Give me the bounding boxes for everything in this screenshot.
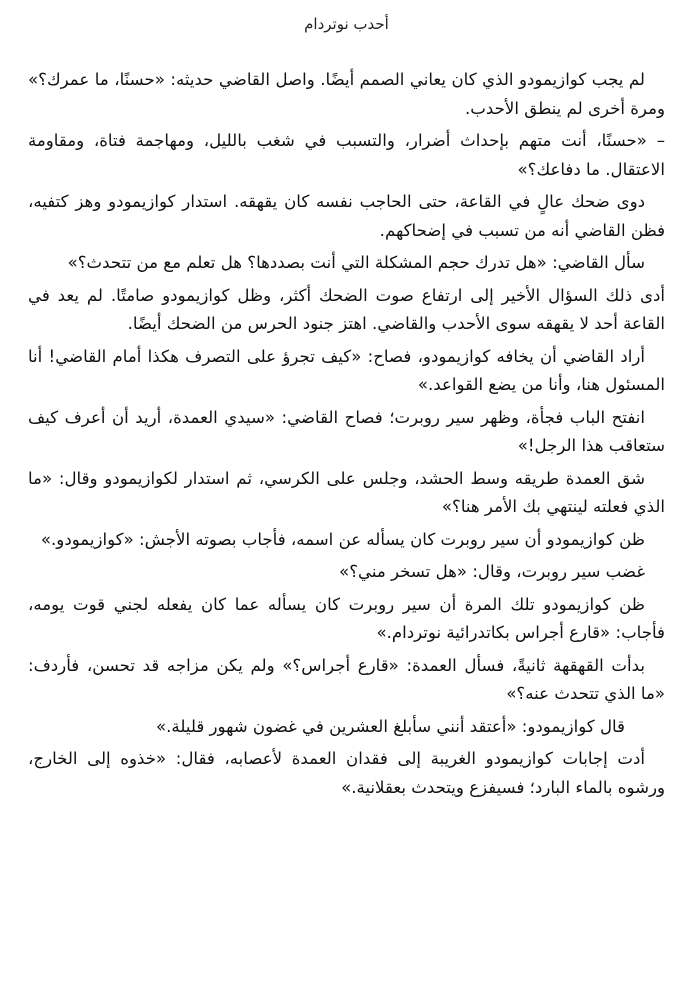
paragraph: غضب سير روبرت، وقال: «هل تسخر مني؟»: [339, 562, 645, 581]
paragraph: شق العمدة طريقه وسط الحشد، وجلس على الكرسي، ثم استدار لكوازيمودو وقال: «ما الذي فعلته لينتهي بك الأمر هنا؟»: [28, 468, 665, 516]
paragraph: ظن كوازيمودو أن سير روبرت كان يسأله عن اسمه، فأجاب بصوته الأجش: «كوازيمودو.»: [40, 529, 645, 549]
running-header-title: أحدب نوتردام: [304, 15, 389, 33]
paragraph: دوى ضحك عالٍ في القاعة، حتى الحاجب نفسه كان يقهقه. استدار كوازيمودو وهز كتفيه، فظن القاضي أنه من تسبب في إضحاكهم.: [28, 192, 665, 240]
paragraph: قال كوازيمودو: «أعتقد أنني سأبلغ العشرين في غضون شهور قليلة.»: [156, 716, 625, 736]
paragraph: ظن كوازيمودو تلك المرة أن سير روبرت كان يسأله عما كان يفعله لجني قوت يومه، فأجاب: «قارع أجراس بكاتدرائية نوتردام.»: [28, 594, 665, 642]
paragraph: – «حسنًا، أنت متهم بإحداث أضرار، والتسبب في شغب بالليل، ومهاجمة فتاة، ومقاومة الاعتقال. ما دفاعك؟»: [28, 131, 665, 179]
paragraph: سأل القاضي: «هل تدرك حجم المشكلة التي أنت بصددها؟ هل تعلم مع من تتحدث؟»: [67, 253, 645, 272]
paragraph: انفتح الباب فجأة، وظهر سير روبرت؛ فصاح القاضي: «سيدي العمدة، أريد أن أعرف كيف ستعاقب هذا الرجل!»: [28, 407, 665, 455]
paragraph: أدى ذلك السؤال الأخير إلى ارتفاع صوت الضحك أكثر، وظل كوازيمودو صامتًا. لم يعد في القاعة أحد لا يقهقه سوى الأحدب والقاضي. اهتز جنود الحرس من الضحك أيضًا.: [28, 285, 665, 333]
body-text: [28, 66, 665, 806]
paragraph: أدت إجابات كوازيمودو الغريبة إلى فقدان العمدة لأعصابه، فقال: «خذوه إلى الخارج، ورشوه بالماء البارد؛ فسيفزع ويتحدث بعقلانية.»: [28, 749, 665, 797]
paragraph: بدأت القهقهة ثانيةً، فسأل العمدة: «قارع أجراس؟» ولم يكن مزاجه قد تحسن، فأردف: «ما الذي تتحدث عنه؟»: [28, 655, 665, 703]
paragraph: أراد القاضي أن يخافه كوازيمودو، فصاح: «كيف تجرؤ على التصرف هكذا أمام القاضي! أنا المسئول هنا، وأنا من يضع القواعد.»: [28, 346, 665, 394]
paragraph: لم يجب كوازيمودو الذي كان يعاني الصمم أيضًا. واصل القاضي حديثه: «حسنًا، ما عمرك؟» ومرة أخرى لم ينطق الأحدب.: [28, 70, 665, 118]
